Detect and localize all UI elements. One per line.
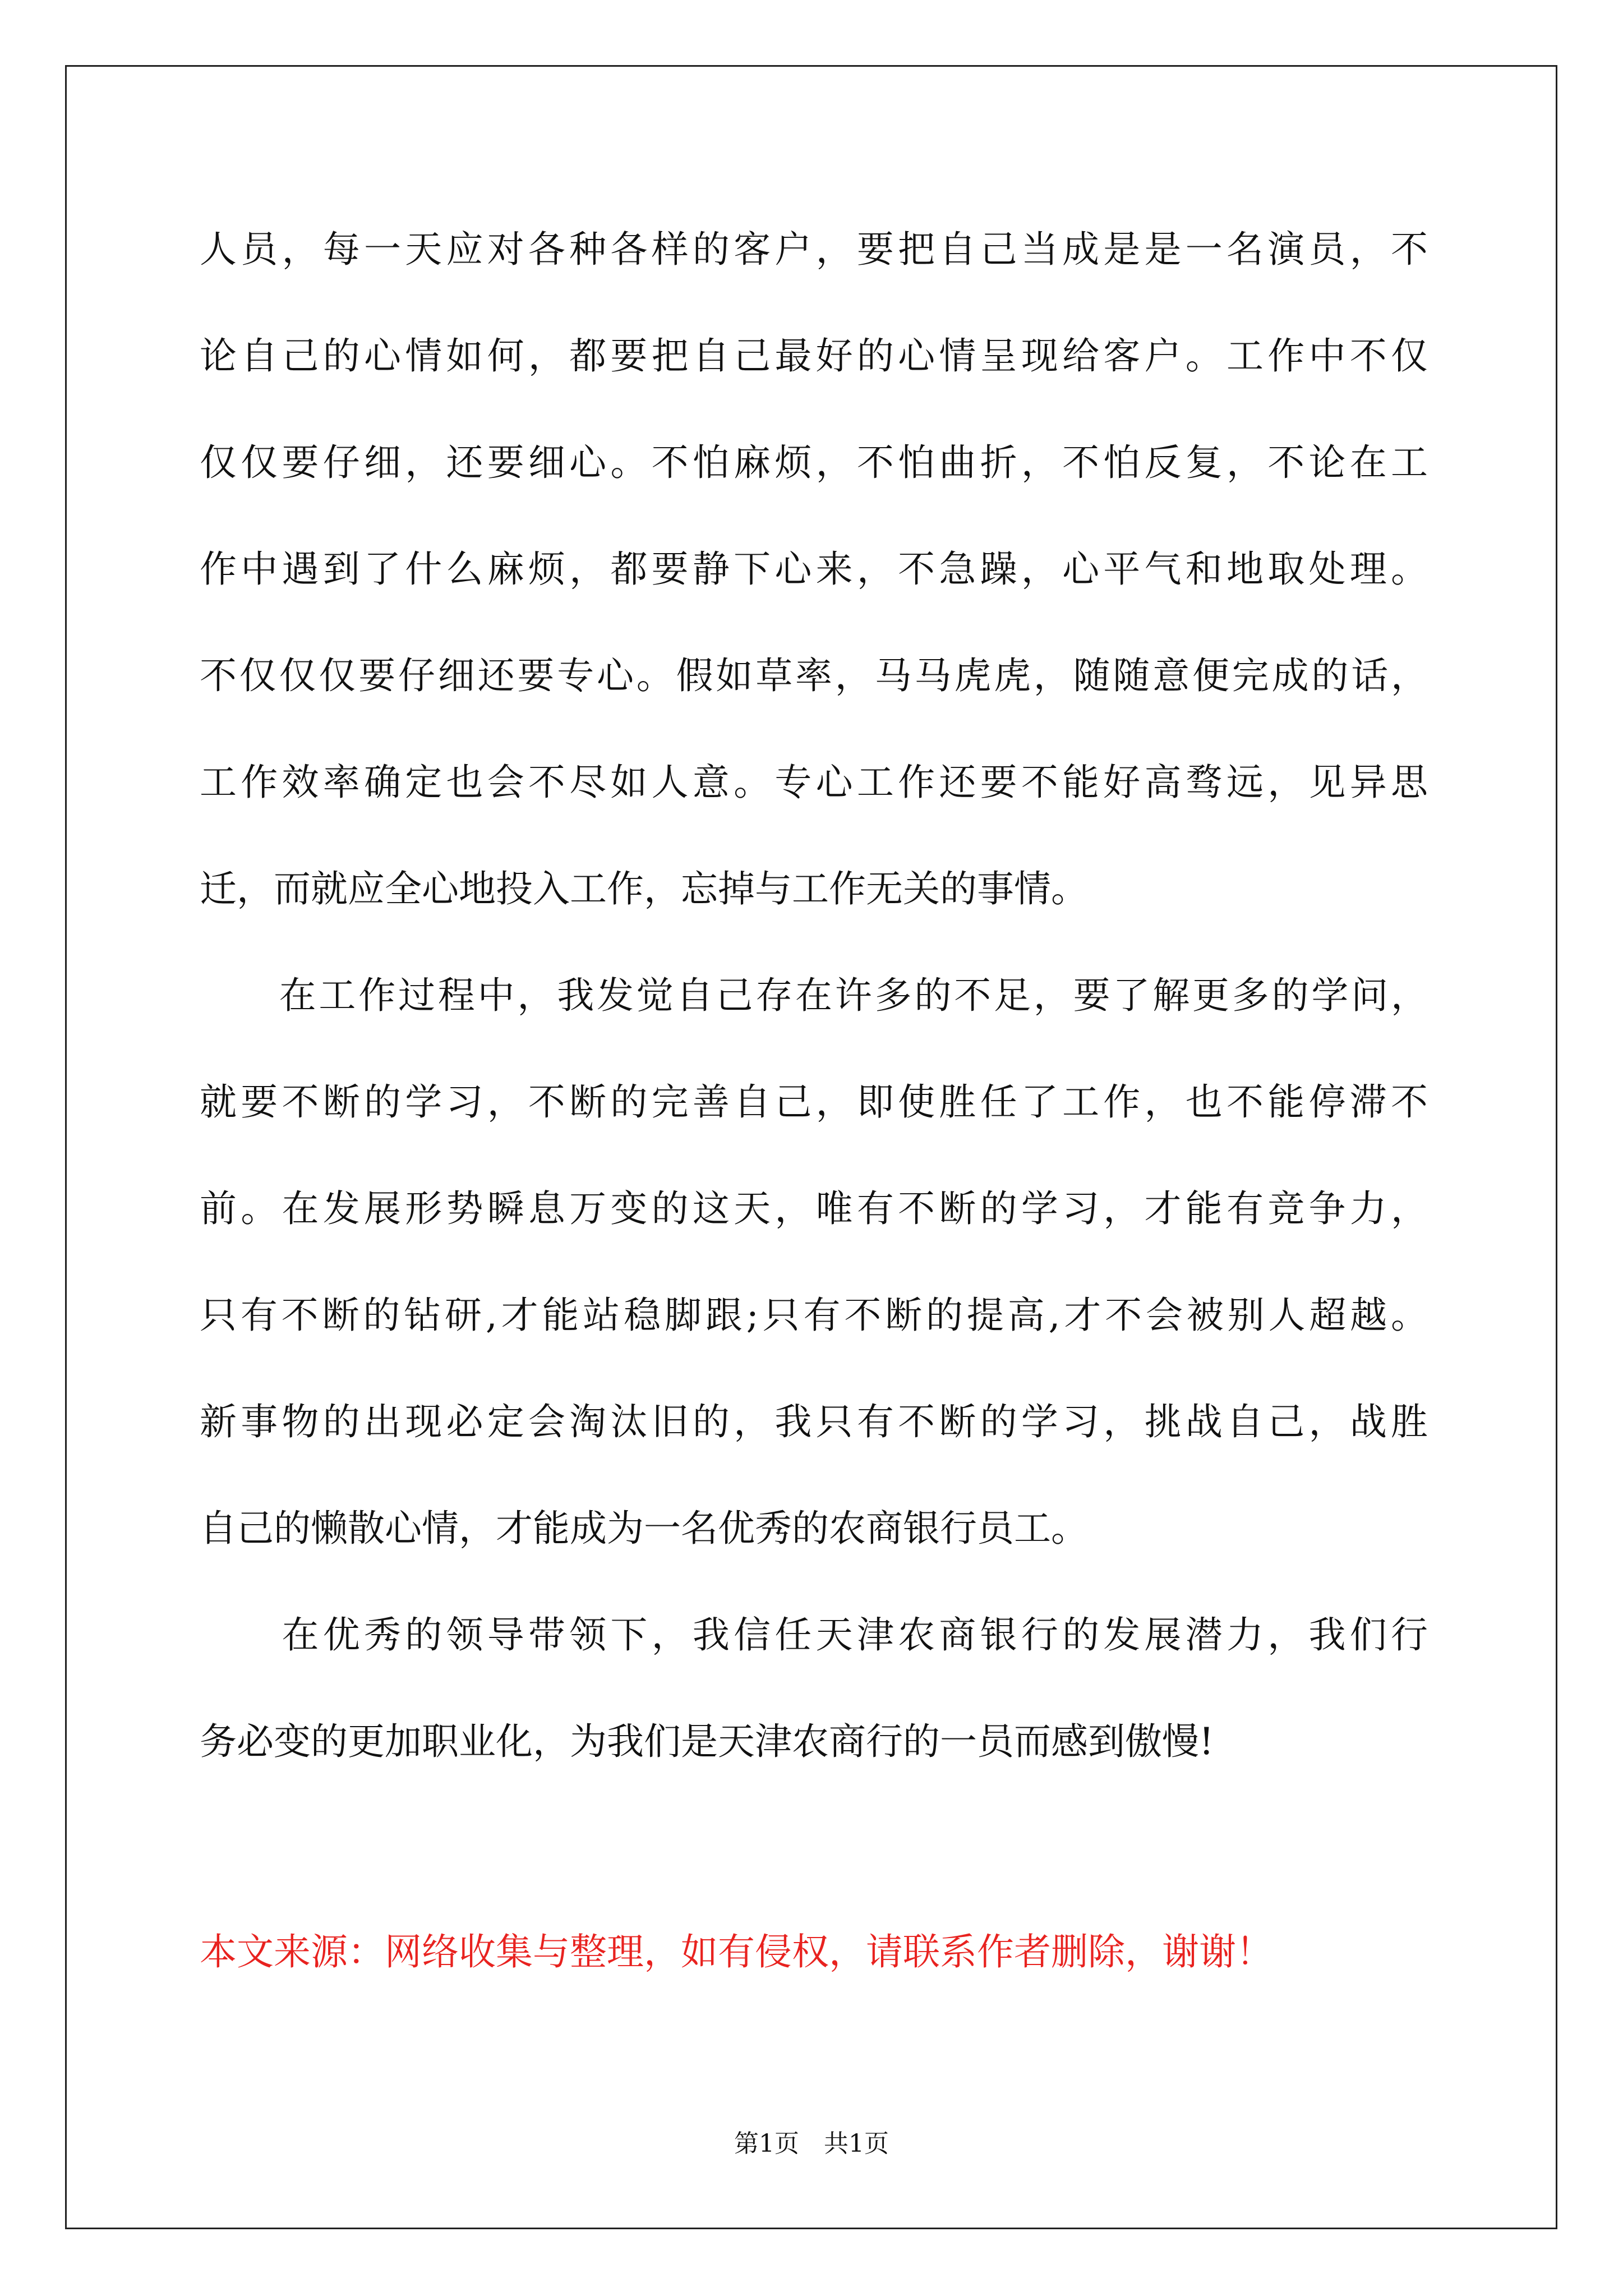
text-line: 前。在发展形势瞬息万变的这天，唯有不断的学习，才能有竞争力， [200,1187,1428,1230]
text-line: 作中遇到了什么麻烦，都要静下心来，不急躁，心平气和地取处理。 [200,547,1428,591]
text-line: 就要不断的学习，不断的完善自己，即使胜任了工作，也不能停滞不 [200,1080,1428,1124]
text-line: 不仅仅仅要仔细还要专心。假如草率，马马虎虎，随随意便完成的话， [200,654,1428,697]
paragraph-1 [200,216,1428,962]
text-line: 务必变的更加职业化，为我们是天津农商行的一员而感到傲慢! [200,1720,1214,1763]
paragraph-3 [200,1602,1428,1815]
text-line: 新事物的出现必定会淘汰旧的，我只有不断的学习，挑战自己，战胜 [200,1400,1428,1443]
text-line: 在优秀的领导带领下，我信任天津农商银行的发展潜力，我们行 [200,1613,1428,1657]
paragraph-2 [200,962,1428,1602]
text-line: 只有不断的钻研,才能站稳脚跟;只有不断的提高,才不会被别人超越。 [200,1294,1428,1337]
text-line: 迁，而就应全心地投入工作，忘掉与工作无关的事情。 [200,867,1088,910]
text-line: 在工作过程中，我发觉自己存在许多的不足，要了解更多的学问， [200,974,1428,1017]
source-note: 本文来源：网络收集与整理，如有侵权，请联系作者删除，谢谢！ [200,1930,1273,1973]
text-line: 仅仅要仔细，还要细心。不怕麻烦，不怕曲折，不怕反复，不论在工 [200,441,1428,484]
document-body [200,216,1428,1815]
text-line: 论自己的心情如何，都要把自己最好的心情呈现给客户。工作中不仅 [200,334,1428,378]
text-line: 工作效率确定也会不尽如人意。专心工作还要不能好高骛远，见异思 [200,761,1428,804]
page-number-footer: 第1页 共1页 [734,2129,889,2158]
text-line: 自己的懒散心情，才能成为一名优秀的农商银行员工。 [200,1507,1088,1550]
text-line: 人员，每一天应对各种各样的客户，要把自己当成是是一名演员，不 [200,228,1428,271]
